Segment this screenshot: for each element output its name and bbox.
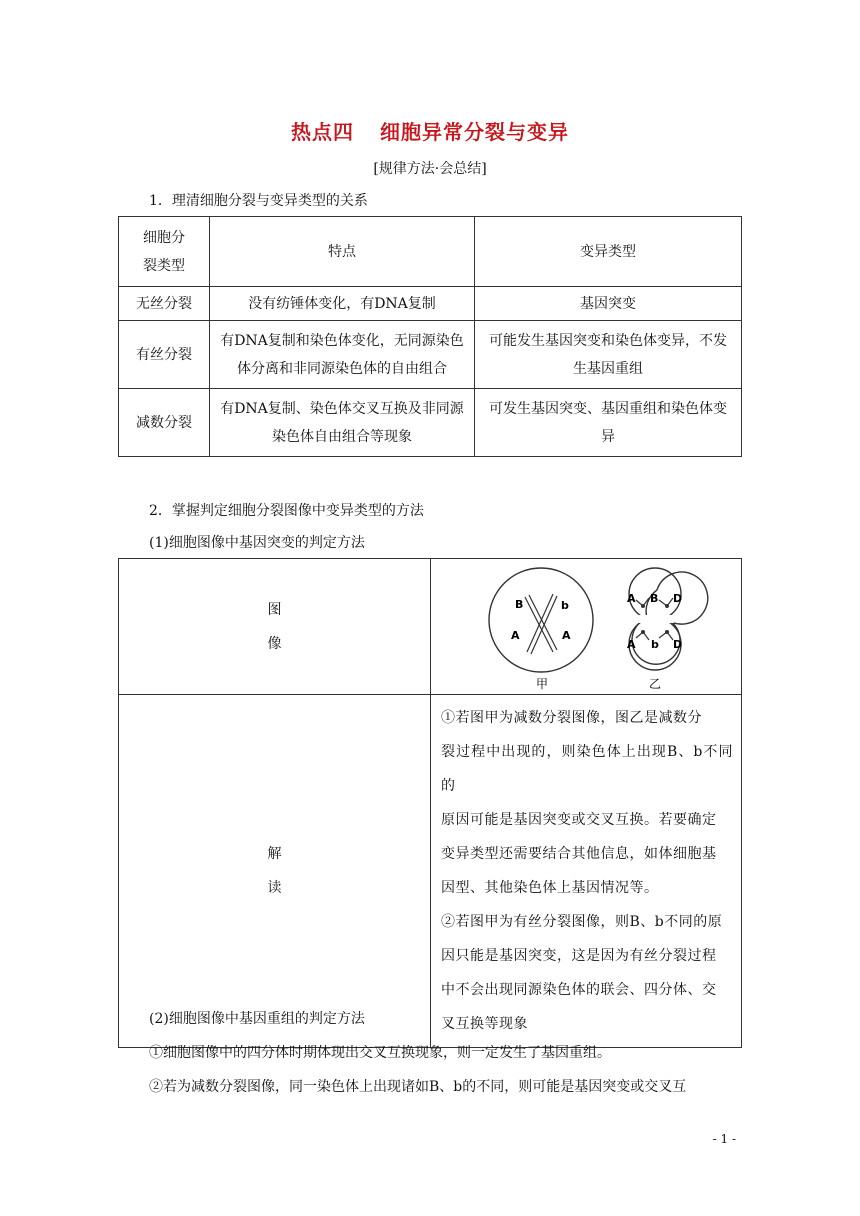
row-type: 无丝分裂 bbox=[119, 287, 210, 321]
image-label-cell: 图 像 bbox=[119, 559, 431, 695]
page-number: - 1 - bbox=[712, 1132, 736, 1146]
gene-label: D bbox=[673, 591, 683, 605]
figure-label-yi: 乙 bbox=[649, 676, 662, 691]
paragraph-2: ②若为减数分裂图像，同一染色体上出现诸如B、b的不同，则可能是基因突变或交叉互 bbox=[149, 1079, 687, 1095]
section1-heading: 1．理清细胞分裂与变异类型的关系 bbox=[149, 193, 368, 209]
table-row bbox=[119, 287, 742, 321]
reading-label-cell: 解 读 bbox=[119, 695, 431, 1048]
row-variation: 基因突变 bbox=[475, 287, 742, 321]
title-part1: 热点四 bbox=[291, 120, 354, 144]
title-part2: 细胞异常分裂与变异 bbox=[380, 120, 569, 144]
page-title bbox=[0, 116, 860, 145]
gene-label: b bbox=[561, 598, 569, 612]
gene-label: A bbox=[562, 628, 571, 642]
figure-label-jia: 甲 bbox=[536, 676, 549, 691]
header-division-type: 细胞分 裂类型 bbox=[119, 217, 210, 287]
row-feature: 没有纺锤体变化，有DNA复制 bbox=[210, 287, 475, 321]
cell-figure bbox=[431, 559, 742, 695]
gene-label: A bbox=[627, 591, 636, 605]
paragraph-1: ①细胞图像中的四分体时期体现出交叉互换现象，则一定发生了基因重组。 bbox=[149, 1045, 611, 1061]
gene-label: B bbox=[650, 591, 659, 605]
row-variation: 可发生基因突变、基因重组和染色体变 异 bbox=[475, 389, 742, 457]
subtitle: [规律方法·会总结] bbox=[373, 161, 487, 177]
table-row bbox=[119, 389, 742, 457]
gene-label: A bbox=[627, 637, 636, 651]
chromosome-cross bbox=[525, 594, 557, 654]
row-variation: 可能发生基因突变和染色体变异，不发 生基因重组 bbox=[475, 321, 742, 389]
mutation-method-table bbox=[118, 558, 742, 1048]
table-row bbox=[119, 321, 742, 389]
gene-label: b bbox=[651, 637, 659, 651]
gene-label: B bbox=[515, 597, 524, 611]
variation-type-table bbox=[118, 216, 742, 457]
row-feature: 有DNA复制和染色体变化，无同源染色 体分离和非同源染色体的自由组合 bbox=[210, 321, 475, 389]
reading-cell: ①若图甲为减数分裂图像，图乙是减数分 裂过程中出现的，则染色体上出现B、b不同的 原因可能是基因突变或交叉互换。若要确定 变异类型还需要结合其他信息，如体细胞基 因型、其他染色体上基因情况等。 ②若图甲为有丝分裂图像，则B、b不同的原 因只能是基因突变，这是因为有丝分裂过程 中不会出现同源染色体的联会、四分体、交 叉互换等现象 bbox=[431, 695, 742, 1048]
gene-label: A bbox=[511, 628, 520, 642]
section2-heading: 2．掌握判定细胞分裂图像中变异类型的方法 bbox=[149, 503, 424, 519]
header-feature: 特点 bbox=[210, 217, 475, 287]
row-type: 减数分裂 bbox=[119, 389, 210, 457]
cell-division-figure bbox=[431, 560, 741, 694]
row-feature: 有DNA复制、染色体交叉互换及非同源 染色体自由组合等现象 bbox=[210, 389, 475, 457]
gene-label: D bbox=[673, 637, 683, 651]
header-variation: 变异类型 bbox=[475, 217, 742, 287]
row-type: 有丝分裂 bbox=[119, 321, 210, 389]
subheading-mutation: (1)细胞图像中基因突变的判定方法 bbox=[149, 535, 365, 551]
subheading-recombination: (2)细胞图像中基因重组的判定方法 bbox=[149, 1011, 365, 1027]
